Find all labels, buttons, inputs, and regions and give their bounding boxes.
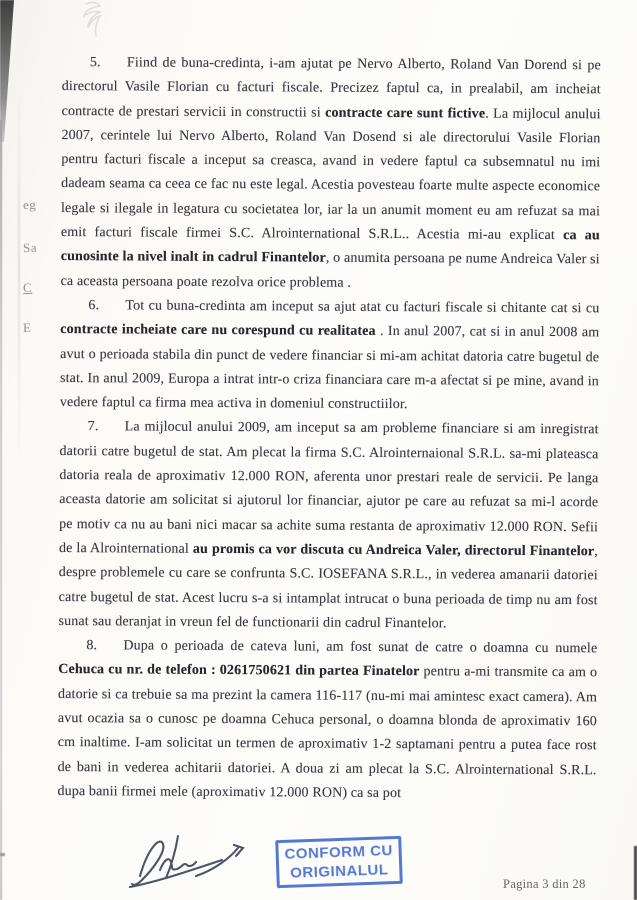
margin-bleed-mark: eg xyxy=(22,196,37,213)
paragraph-number: 7. xyxy=(87,419,99,435)
stamp-line-2: ORIGINALUL xyxy=(289,861,389,882)
scan-edge-shadow-top-left xyxy=(0,0,16,142)
margin-bleed-mark: E xyxy=(22,319,32,336)
stamp-line-1: CONFORM CU xyxy=(284,842,394,863)
paragraph-number: 8. xyxy=(86,638,98,654)
bold-text-run: contracte care sunt fictive xyxy=(325,105,486,122)
paragraph-number: 5. xyxy=(89,55,101,71)
text-run: Dupa o perioada de cateva luni, am fost sunat de catre o doamna cu numele xyxy=(123,638,598,657)
text-run: Fiind de buna-credinta, i-am ajutat pe Nervo Alberto, Roland Van Dorend si pe directorul Vasile Florian cu facturi fiscale. Precizez faptul ca, in prealabil, am incheiat contracte de prestari servicii in constructii si xyxy=(61,55,601,121)
paragraph-5 xyxy=(61,51,601,297)
scan-speck xyxy=(0,853,5,856)
document-body xyxy=(57,51,601,807)
paragraph-7 xyxy=(58,415,598,637)
paragraph-8 xyxy=(57,634,597,807)
paper-fold-line xyxy=(18,88,20,468)
paragraph-number: 6. xyxy=(88,298,100,314)
bold-text-run: au promis ca vor discuta cu Andreica Valer, directorul Finantelor xyxy=(192,541,595,560)
text-run: , o anumita persoana pe nume Andreica Valer si ca aceasta persoana poate rezolva orice problema . xyxy=(60,250,600,291)
bold-text-run: Cehuca cu nr. de telefon : 0261750621 din partea Finatelor xyxy=(58,662,420,680)
conform-cu-originalul-stamp xyxy=(275,836,403,888)
margin-bleed-mark: C xyxy=(22,279,33,296)
text-run: pentru a-mi transmite ca am o datorie si ca trebuie sa ma prezint la camera 116-117 (nu-mi mai amintesc exact camera). Am avut ocazia sa o cunosc pe doamna Cehuca personal, o doamna blonda de aproximativ 160 cm inaltime. I-am solicitat un termen de aproximativ 1-2 saptamani pentru a putea face rost de bani in vederea achitarii datoriei. A doua zi am plecat la S.C. Alrointernational S.R.L. dupa banii firmei mele (aproximativ 12.000 RON) ca sa pot xyxy=(57,664,598,801)
page-number-footer: Pagina 3 din 28 xyxy=(503,877,586,891)
margin-bleed-mark: Sa xyxy=(22,239,38,256)
text-run: La mijlocul anului 2009, am inceput sa am probleme financiare si am inregistrat datorii catre bugetul de stat. Am plecat la firma S.C. Alrointernaional S.R.L. sa-mi plateasca datoria reala de aproximativ 12.000 RON, aferenta unor prestari reale de servicii. Pe langa aceasta datorie am solicitat si ajutorul lor financiar, ajutor pe care au refuzat sa mi-l acorde pe motiv ca nu au bani nici macar sa achite suma restanta de aproximativ 12.000 RON. Sefii de la Alrointernational xyxy=(58,419,599,557)
scan-edge-line-left xyxy=(0,120,2,900)
faint-pencil-mark xyxy=(72,0,122,48)
text-run: . La mijlocul anului 2007, cerintele lui Nervo Alberto, Roland Van Dosend si ale directorului Vasile Florian pentru facturi fiscale a inceput sa creasca, avand in vedere faptul ca subsemnatul nu imi dadeam seama ca ceea ce fac nu este legal. Acestia povesteau foarte multe aspecte economice legale si ilegale in legatura cu societatea lor, iar la un anumit moment eu am refuzat sa mai emit facturi fiscale firmei S.C. Alrointernational S.R.L.. Acestia mi-au explicat xyxy=(60,106,601,244)
bold-text-run: ca au cunosinte la nivel inalt in cadrul Finantelor xyxy=(60,228,600,266)
paragraph-6 xyxy=(60,294,600,419)
text-run: , despre problemele cu care se confrunta S.C. IOSEFANA S.R.L., in vederea amanarii datoriei catre bugetul de stat. Acest lucru s-a si intamplat intrucat o buna perioada de timp nu am fost sunat sau deranjat in vreun fel de functionarii din cadrul Finantelor. xyxy=(58,544,598,632)
text-run: Tot cu buna-credinta am inceput sa ajut atat cu facturi fiscale si chitante cat si cu xyxy=(125,298,600,317)
bold-text-run: contracte incheiate care nu corespund cu realitatea xyxy=(60,322,376,340)
signature-scribble xyxy=(126,830,258,892)
text-run: . In anul 2007, cat si in anul 2008 am avut o perioada stabila din punct de vedere financiar si mi-am achitat datoria catre bugetul de stat. In anul 2009, Europa a intrat intr-o criza financiara care m-a afectat si pe mine, avand in vedere faptul ca firma mea activa in domeniul constructiilor. xyxy=(59,324,600,413)
